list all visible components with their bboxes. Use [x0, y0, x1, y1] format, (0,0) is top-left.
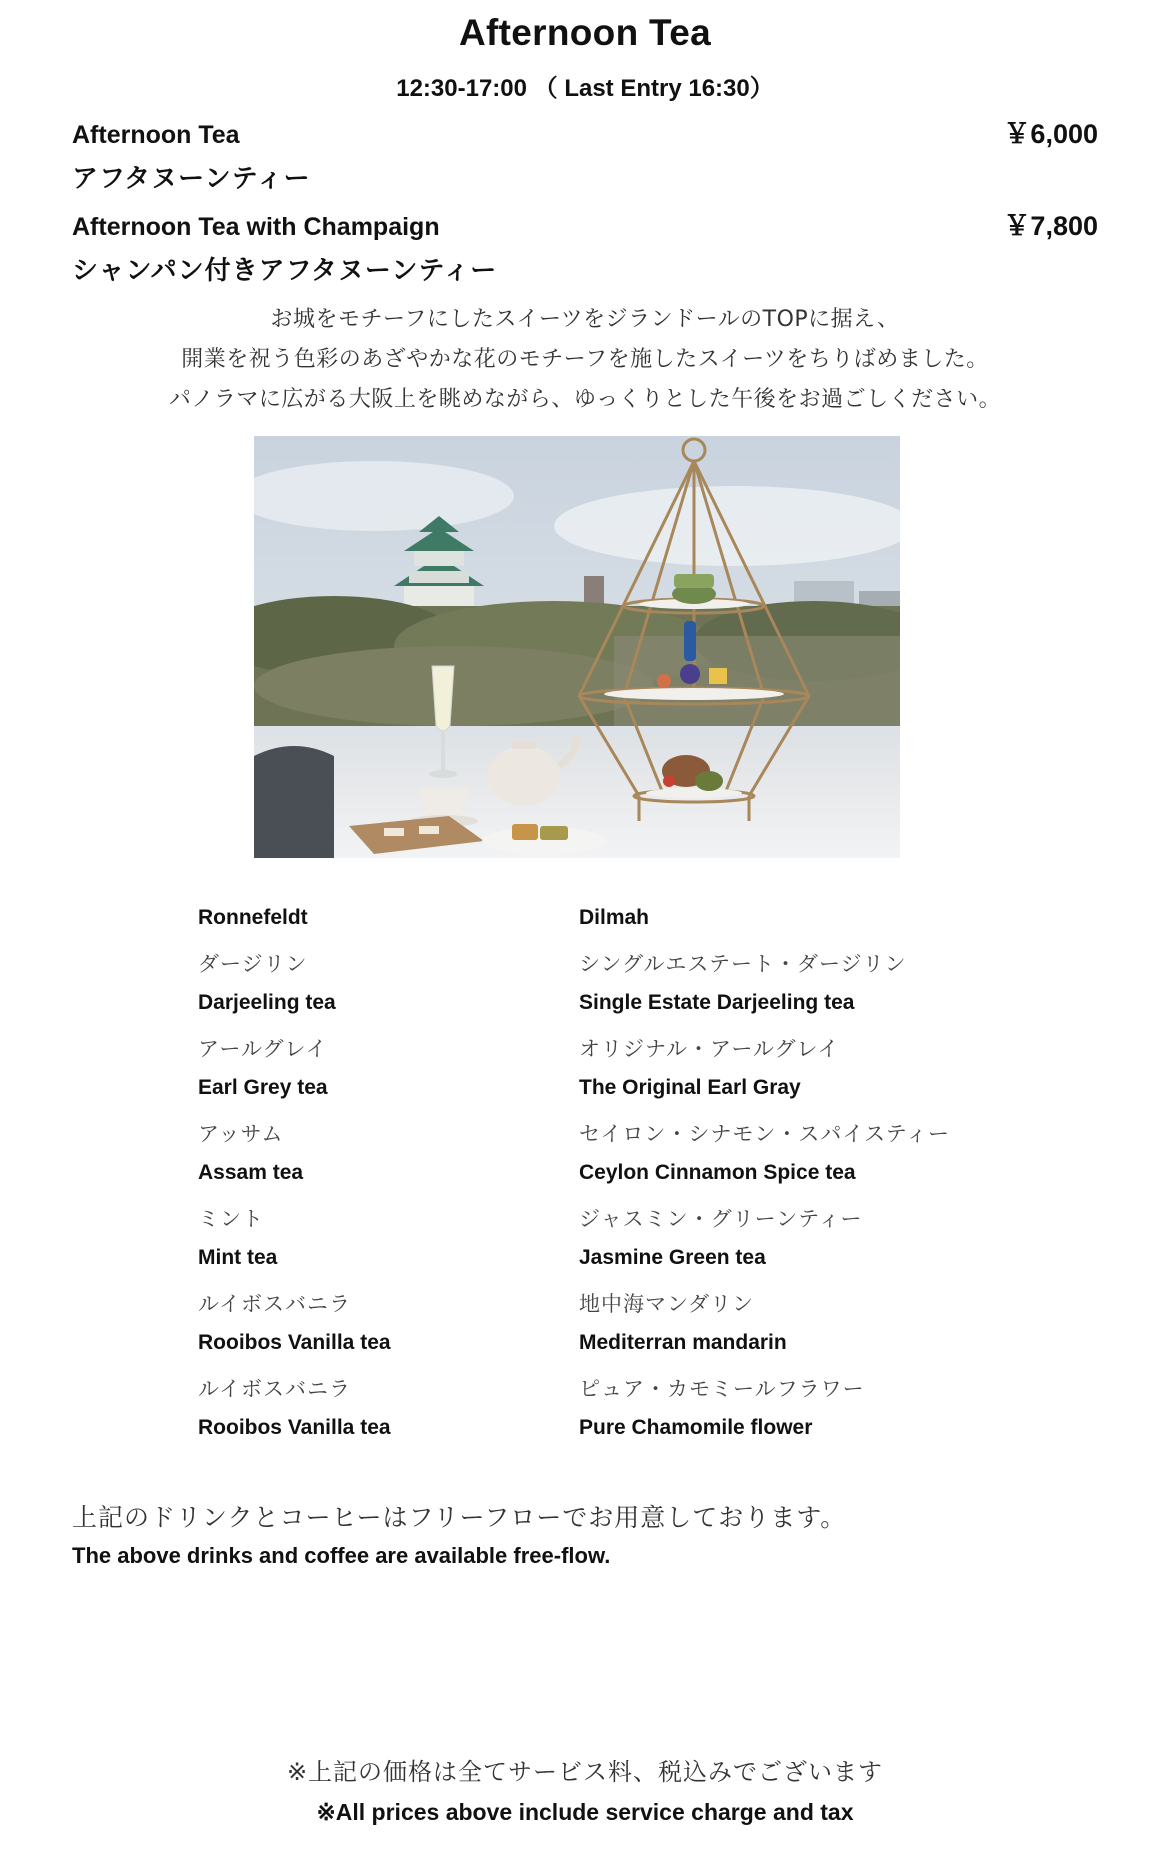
- page-title: Afternoon Tea: [459, 12, 711, 53]
- tea-name-en: Earl Grey tea: [198, 1076, 328, 1099]
- tea-name-en: Pure Chamomile flower: [579, 1416, 813, 1439]
- tea-name-ja: ルイボスバニラ: [198, 1377, 351, 1401]
- tea-name-en: Single Estate Darjeeling tea: [579, 991, 855, 1014]
- tea-name-ja: ルイボスバニラ: [198, 1292, 351, 1316]
- free-flow-note-ja: 上記のドリンクとコーヒーはフリーフローでお用意しております。: [72, 1503, 847, 1532]
- service-hours: 12:30-17:00 （ Last Entry 16:30）: [396, 75, 774, 102]
- description-line: パノラマに広がる大阪上を眺めながら、ゆっくりとした午後をお過ごしください。: [168, 387, 1002, 412]
- description: [0, 300, 1170, 420]
- description-line: 開業を祝う色彩のあざやかな花のモチーフを施したスイーツをちりばめました。: [181, 347, 989, 372]
- tea-brand: Dilmah: [579, 906, 650, 929]
- tea-name-ja: 地中海マンダリン: [579, 1292, 755, 1316]
- tea-name-en: Mint tea: [198, 1246, 278, 1269]
- tea-name-ja: シングルエステート・ダージリン: [579, 952, 907, 976]
- tea-name-en: The Original Earl Gray: [579, 1076, 801, 1099]
- price-note-ja: ※上記の価格は全てサービス料、税込みでございます: [286, 1758, 884, 1786]
- tea-name-ja: ダージリン: [198, 952, 308, 976]
- tea-name-ja: セイロン・シナモン・スパイスティー: [579, 1122, 951, 1146]
- tea-name-en: Rooibos Vanilla tea: [198, 1331, 391, 1354]
- free-flow-note-en: The above drinks and coffee are available free-flow.: [72, 1543, 611, 1568]
- tea-name-ja: アールグレイ: [198, 1037, 328, 1061]
- menu-item-price: ￥6,000: [1003, 119, 1098, 149]
- tea-name-ja: ミント: [198, 1207, 264, 1231]
- tea-brand: Ronnefeldt: [198, 906, 308, 929]
- tea-name-en: Ceylon Cinnamon Spice tea: [579, 1161, 856, 1184]
- menu-item-name-ja: アフタヌーンティー: [72, 164, 311, 194]
- menu-item-name-ja: シャンパン付きアフタヌーンティー: [72, 256, 498, 286]
- tea-name-en: Assam tea: [198, 1161, 304, 1184]
- tea-name-en: Mediterran mandarin: [579, 1331, 787, 1354]
- price-note-en: ※All prices above include service charge and tax: [316, 1799, 854, 1825]
- afternoon-tea-photo: [254, 436, 900, 858]
- menu-item-price: ￥7,800: [1003, 211, 1098, 241]
- tea-name-ja: オリジナル・アールグレイ: [579, 1037, 840, 1061]
- menu-item-name-en: Afternoon Tea: [72, 121, 240, 149]
- description-line: お城をモチーフにしたスイーツをジランドールのTOPに据え、: [270, 307, 900, 332]
- tea-name-ja: アッサム: [198, 1122, 284, 1146]
- menu-item-name-en: Afternoon Tea with Champaign: [72, 213, 440, 241]
- menu-item-afternoon-tea: [72, 112, 1098, 151]
- menu-item-afternoon-tea-champagne: [72, 204, 1098, 243]
- tea-name-en: Darjeeling tea: [198, 991, 336, 1014]
- tea-name-ja: ジャスミン・グリーンティー: [579, 1207, 863, 1231]
- tea-name-ja: ピュア・カモミールフラワー: [579, 1377, 865, 1401]
- tea-name-en: Rooibos Vanilla tea: [198, 1416, 391, 1439]
- tea-name-en: Jasmine Green tea: [579, 1246, 766, 1269]
